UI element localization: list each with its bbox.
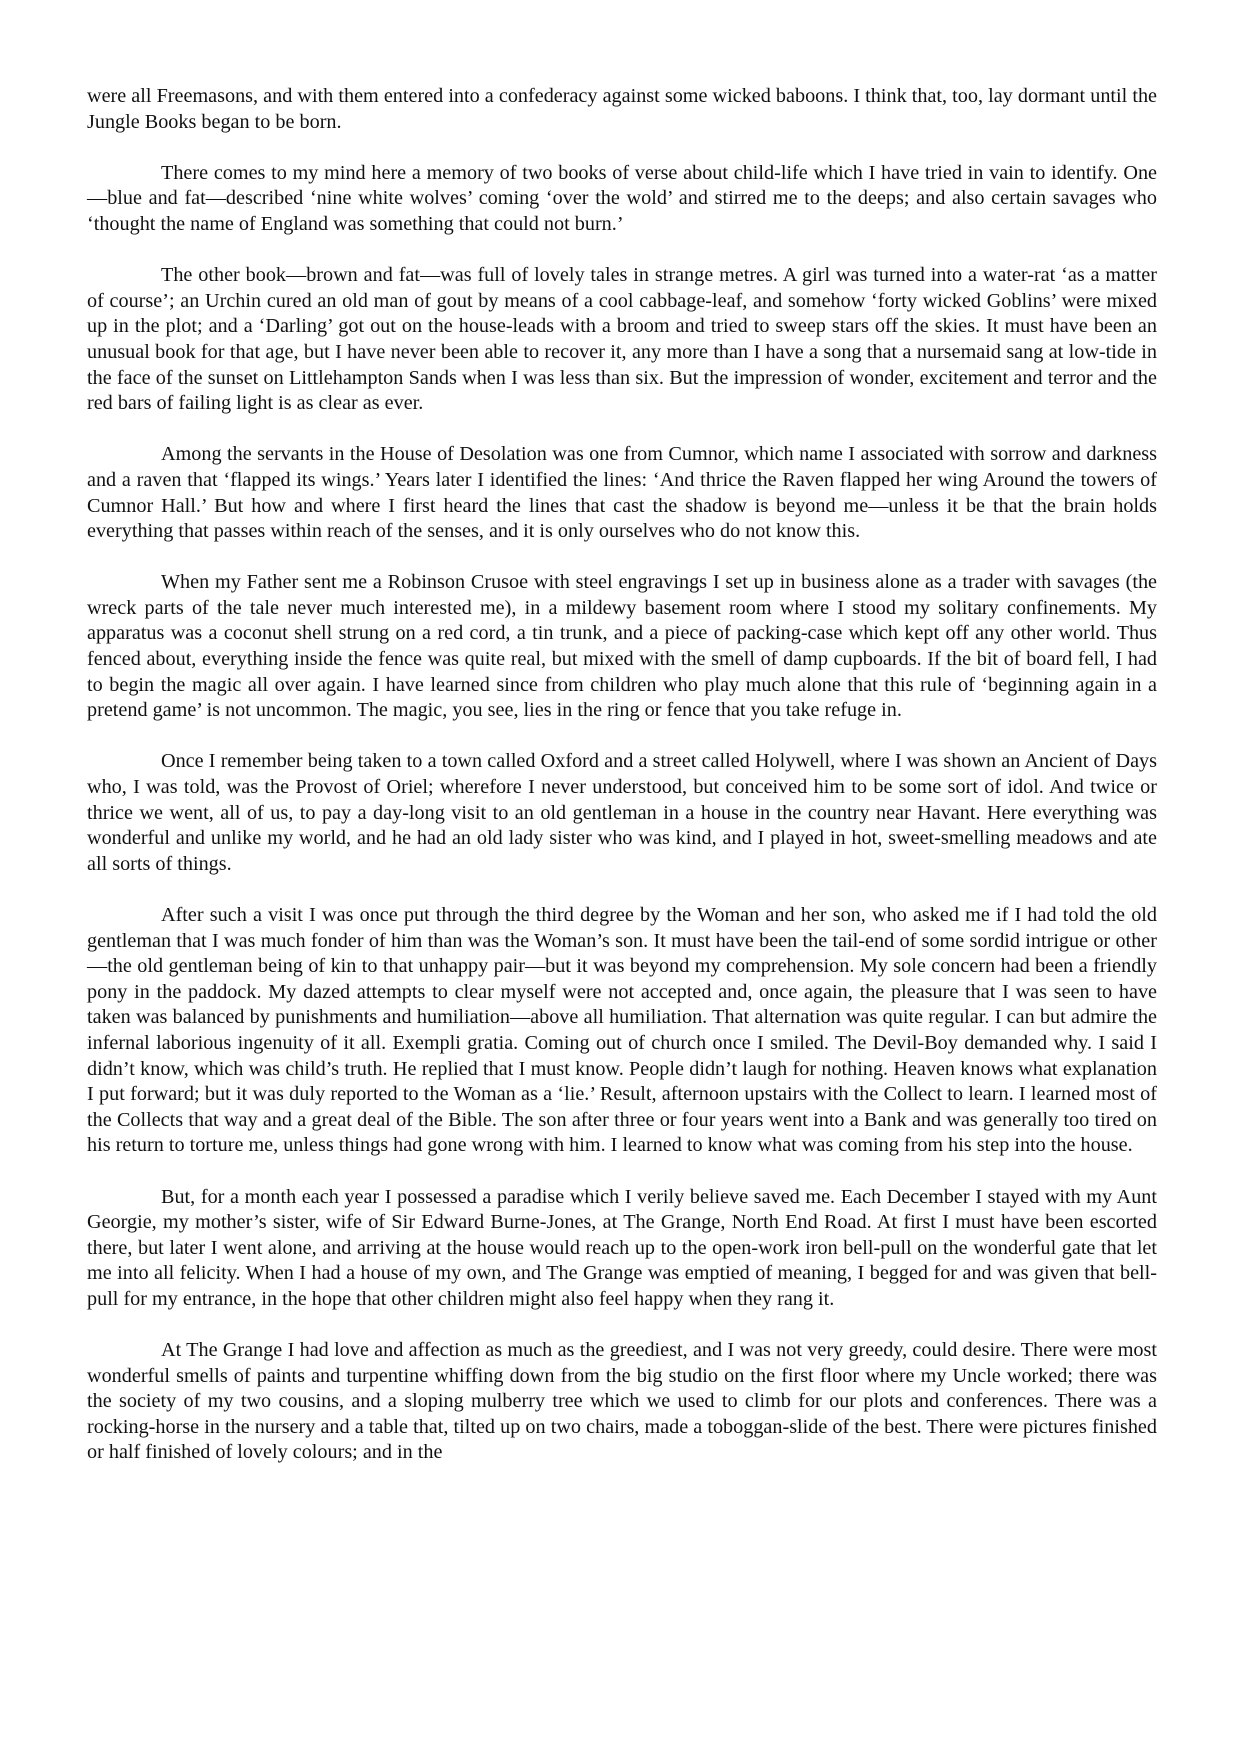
paragraph-1: were all Freemasons, and with them entered into a confederacy against some wicked baboons. I think that, too, lay dormant until the Jungle Books began to be born. — [87, 85, 1157, 133]
paragraph-8: But, for a month each year I possessed a paradise which I verily believe saved me. Each December I stayed with my Aunt Georgie, my mother’s sister, wife of Sir Edward Burne-Jones, at The Grange, North End Road. At first I must have been escorted there, but later I went alone, and arriving at the house would reach up to the open-work iron bell-pull on the wonderful gate that let me into all felicity. When I had a house of my own, and The Grange was emptied of meaning, I begged for and was given that bell-pull for my entrance, in the hope that other children might also feel happy when they rang it. — [87, 1185, 1157, 1310]
paragraph-6: Once I remember being taken to a town called Oxford and a street called Holywell, where I was shown an Ancient of Days who, I was told, was the Provost of Oriel; wherefore I never understood, but conceived him to be some sort of idol. And twice or thrice we went, all of us, to pay a day-long visit to an old gentleman in a house in the country near Havant. Here everything was wonderful and unlike my world, and he had an old lady sister who was kind, and I played in hot, sweet-smelling meadows and ate all sorts of things. — [87, 750, 1157, 875]
document-page — [87, 84, 1157, 1492]
paragraph-4: Among the servants in the House of Desolation was one from Cumnor, which name I associated with sorrow and darkness and a raven that ‘flapped its wings.’ Years later I identified the lines: ‘And thrice the Raven flapped her wing Around the towers of Cumnor Hall.’ But how and where I first heard the lines that cast the shadow is beyond me—unless it be that the brain holds everything that passes within reach of the senses, and it is only ourselves who do not know this. — [87, 443, 1157, 543]
paragraph-9: At The Grange I had love and affection as much as the greediest, and I was not very greedy, could desire. There were most wonderful smells of paints and turpentine whiffing down from the big studio on the first floor where my Uncle worked; there was the society of my two cousins, and a sloping mulberry tree which we used to climb for our plots and conferences. There was a rocking-horse in the nursery and a table that, tilted up on two chairs, made a toboggan-slide of the best. There were pictures finished or half finished of lovely colours; and in the — [87, 1339, 1157, 1464]
paragraph-7: After such a visit I was once put through the third degree by the Woman and her son, who asked me if I had told the old gentleman that I was much fonder of him than was the Woman’s son. It must have been the tail-end of some sordid intrigue or other—the old gentleman being of kin to that unhappy pair—but it was beyond my comprehension. My sole concern had been a friendly pony in the paddock. My dazed attempts to clear myself were not accepted and, once again, the pleasure that I was seen to have taken was balanced by punishments and humiliation—above all humiliation. That alternation was quite regular. I can but admire the infernal laborious ingenuity of it all. Exempli gratia. Coming out of church once I smiled. The Devil-Boy demanded why. I said I didn’t know, which was child’s truth. He replied that I must know. People didn’t laugh for nothing. Heaven knows what explanation I put forward; but it was duly reported to the Woman as a ‘lie.’ Result, afternoon upstairs with the Collect to learn. I learned most of the Collects that way and a great deal of the Bible. The son after three or four years went into a Bank and was generally too tired on his return to torture me, unless things had gone wrong with him. I learned to know what was coming from his step into the house. — [87, 904, 1157, 1157]
paragraph-2: There comes to my mind here a memory of two books of verse about child-life which I have tried in vain to identify. One—blue and fat—described ‘nine white wolves’ coming ‘over the wold’ and stirred me to the deeps; and also certain savages who ‘thought the name of England was something that could not burn.’ — [87, 161, 1157, 235]
paragraph-5: When my Father sent me a Robinson Crusoe with steel engravings I set up in business alone as a trader with savages (the wreck parts of the tale never much interested me), in a mildewy basement room where I stood my solitary confinements. My apparatus was a coconut shell strung on a red cord, a tin trunk, and a piece of packing-case which kept off any other world. Thus fenced about, everything inside the fence was quite real, but mixed with the smell of damp cupboards. If the bit of board fell, I had to begin the magic all over again. I have learned since from children who play much alone that this rule of ‘beginning again in a pretend game’ is not uncommon. The magic, you see, lies in the ring or fence that you take refuge in. — [87, 571, 1157, 722]
paragraph-3: The other book—brown and fat—was full of lovely tales in strange metres. A girl was turned into a water-rat ‘as a matter of course’; an Urchin cured an old man of gout by means of a cool cabbage-leaf, and somehow ‘forty wicked Goblins’ were mixed up in the plot; and a ‘Darling’ got out on the house-leads with a broom and tried to sweep stars off the skies. It must have been an unusual book for that age, but I have never been able to recover it, any more than I have a song that a nursemaid sang at low-tide in the face of the sunset on Littlehampton Sands when I was less than six. But the impression of wonder, excitement and terror and the red bars of failing light is as clear as ever. — [87, 264, 1157, 415]
